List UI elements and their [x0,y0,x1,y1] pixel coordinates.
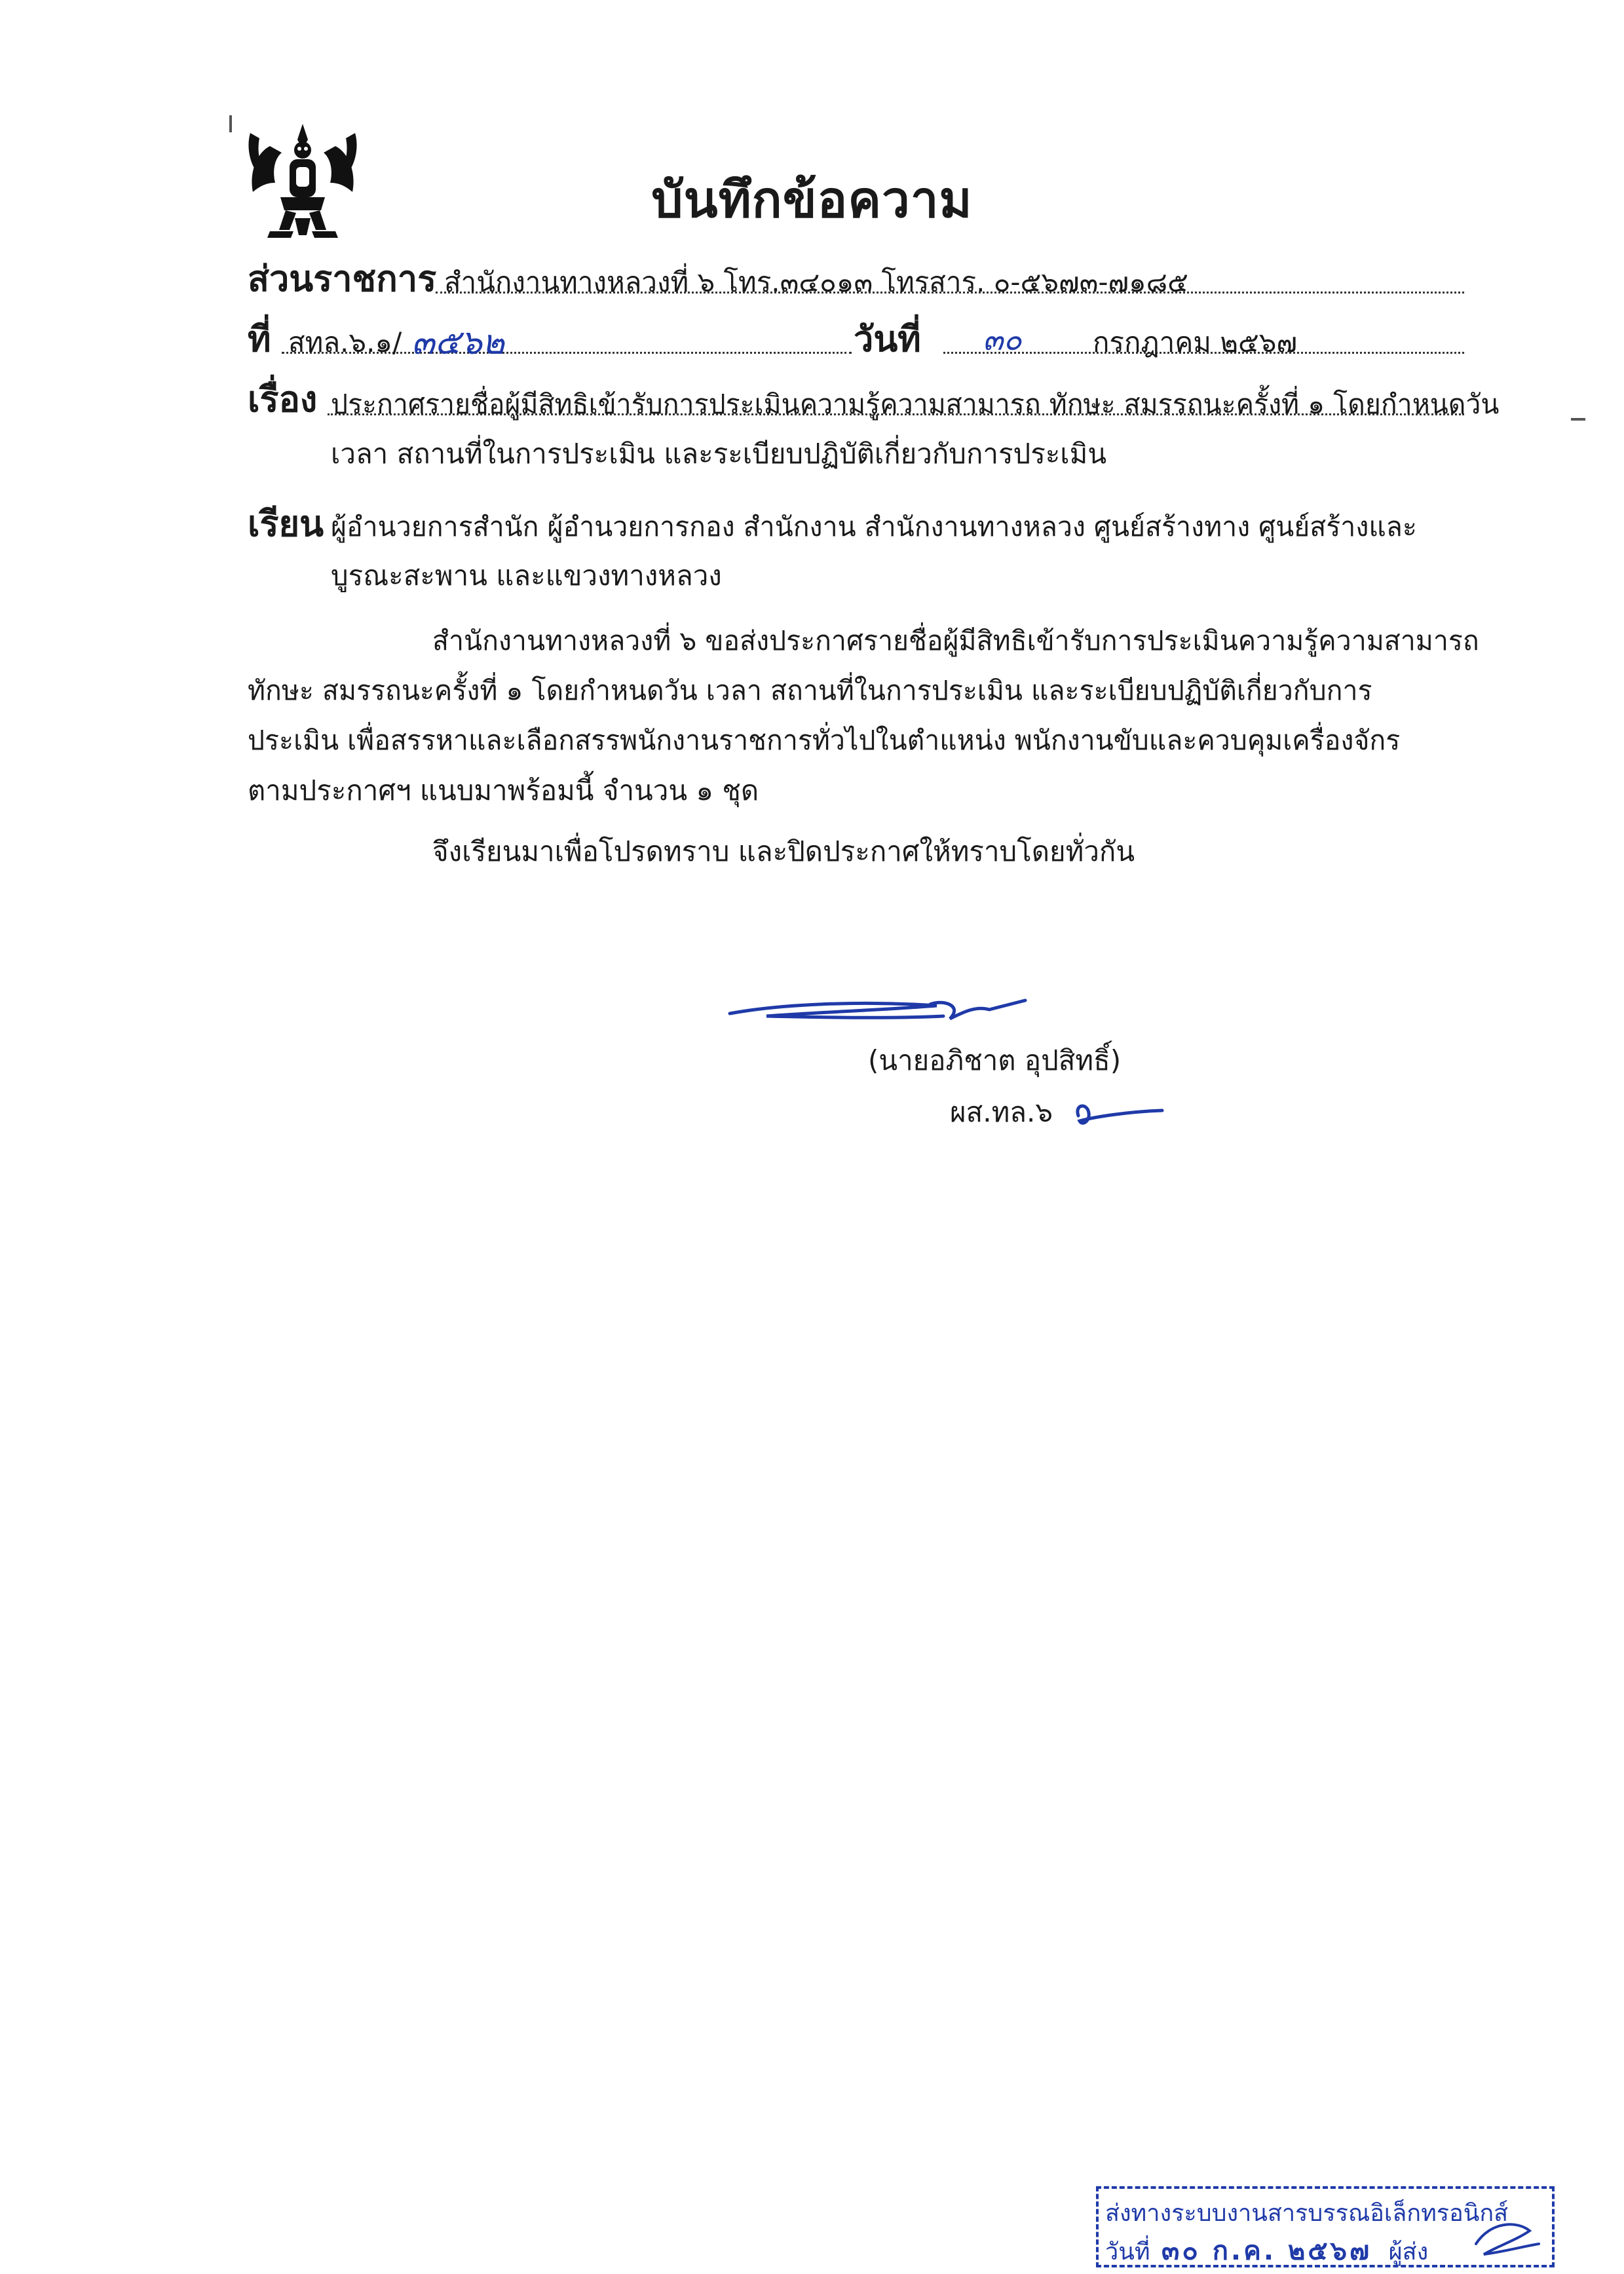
stamp-signature-icon [1471,2218,1543,2264]
stamp-line2 [1105,2229,1428,2271]
to-line2: บูรณะสะพาน และแขวงทางหลวง [331,559,722,592]
ref-handwritten: ๓๕๖๒ [411,323,505,362]
body-paragraph1-line1: สำนักงานทางหลวงที่ ๖ ขอส่งประกาศรายชื่อผู้มีสิทธิเข้ารับการประเมินความรู้ความสามารถ [432,625,1479,656]
e-saraban-stamp [1096,2186,1555,2267]
memo-title: บันทึกข้อความ [651,170,973,229]
subject-line2: เวลา สถานที่ในการประเมิน และระเบียบปฏิบัติเกี่ยวกับการประเมิน [331,438,1107,470]
scan-mark [1571,418,1585,421]
stamp-sender-label: ผู้ส่ง [1388,2239,1429,2265]
to-line1: ผู้อำนวยการสำนัก ผู้อำนวยการกอง สำนักงาน สำนักงานทางหลวง ศูนย์สร้างทาง ศูนย์สร้างและ [331,511,1417,542]
stamp-line1: ส่งทางระบบงานสารบรรณอิเล็กทรอนิกส์ [1105,2200,1509,2227]
body-paragraph1-line2: ทักษะ สมรรถนะครั้งที่ ๑ โดยกำหนดวัน เวลา สถานที่ในการประเมิน และระเบียบปฏิบัติเกี่ยวกับการ [248,675,1372,706]
agency-value: สำนักงานทางหลวงที่ ๖ โทร.๓๔๐๑๓ โทรสาร. ๐-๕๖๗๓-๗๑๘๕ [444,266,1188,298]
initial-mark-icon [1074,1097,1166,1130]
signer-name: (นายอภิชาต อุปสิทธิ์) [868,1044,1122,1076]
stamp-date-label: วันที่ [1105,2239,1150,2265]
to-label: เรียน [248,503,324,544]
date-label: วันที่ [854,318,921,360]
signature-icon [727,986,1029,1038]
body-paragraph1-line4: ตามประกาศฯ แนบมาพร้อมนี้ จำนวน ๑ ชุด [248,774,759,806]
date-month-year: กรกฎาคม ๒๕๖๗ [1093,326,1298,358]
subject-line1: ประกาศรายชื่อผู้มีสิทธิเข้ารับการประเมินความรู้ความสามารถ ทักษะ สมรรถนะครั้งที่ ๑ โดยกำหนดวัน [331,388,1500,420]
body-paragraph2: จึงเรียนมาเพื่อโปรดทราบ และปิดประกาศให้ทราบโดยทั่วกัน [432,835,1135,867]
body-paragraph1-line3: ประเมิน เพื่อสรรหาและเลือกสรรพนักงานราชการทั่วไปในตำแหน่ง พนักงานขับและควบคุมเครื่องจักร [248,725,1401,756]
stamp-date-value: ๓๐ ก.ค. ๒๕๖๗ [1161,2236,1372,2266]
agency-label: ส่วนราชการ [248,258,437,299]
subject-label: เรื่อง [248,379,318,420]
date-day-handwritten: ๓๐ [983,322,1022,357]
ref-value: สทล.๖.๑/ [288,326,402,358]
scan-mark [229,115,232,132]
signer-position: ผส.ทล.๖ [950,1096,1053,1128]
ref-label: ที่ [248,318,271,360]
